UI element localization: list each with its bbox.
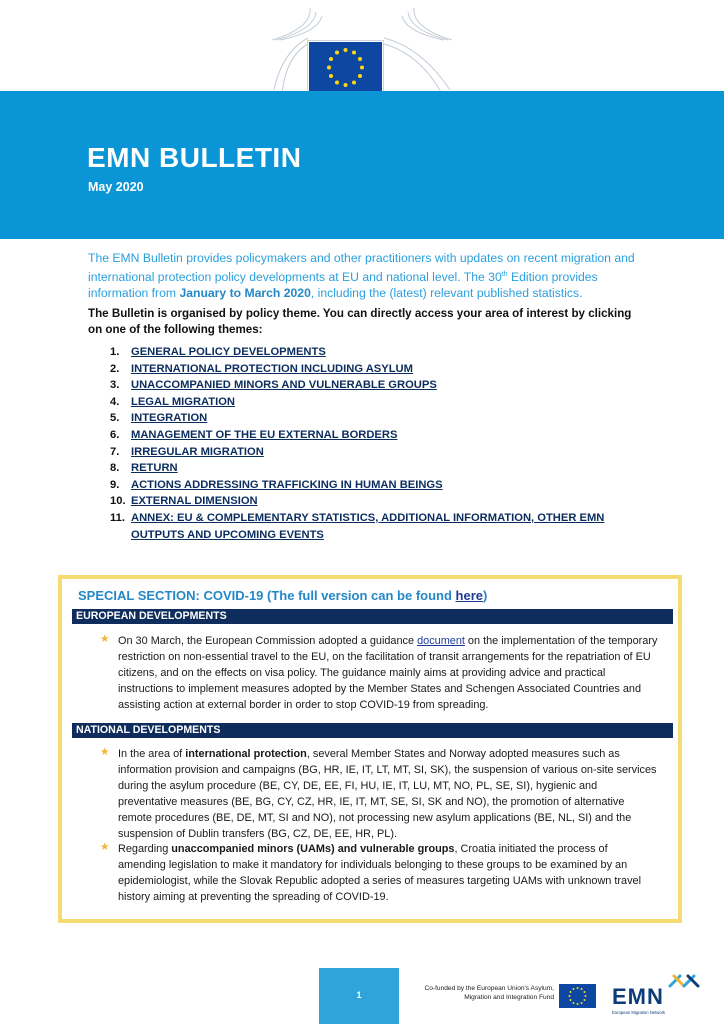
theme-link[interactable]: LEGAL MIGRATION <box>131 395 235 408</box>
national-developments-bar: NATIONAL DEVELOPMENTS <box>72 723 673 738</box>
theme-link[interactable]: ANNEX: EU & COMPLEMENTARY STATISTICS, ADDITIONAL INFORMATION, OTHER EMN OUTPUTS AND UPCOMING EVENTS <box>131 511 605 541</box>
star-bullet-icon: ★ <box>100 633 110 645</box>
theme-link[interactable]: IRREGULAR MIGRATION <box>131 445 264 458</box>
page-date: May 2020 <box>88 180 144 194</box>
list-item: 4. LEGAL MIGRATION <box>110 394 650 411</box>
special-section-box <box>58 575 682 923</box>
theme-link[interactable]: EXTERNAL DIMENSION <box>131 495 258 508</box>
list-item: 7. IRREGULAR MIGRATION <box>110 444 650 461</box>
theme-link[interactable]: MANAGEMENT OF THE EU EXTERNAL BORDERS <box>131 428 398 441</box>
list-item: 5. INTEGRATION <box>110 410 650 427</box>
european-developments-bar: EUROPEAN DEVELOPMENTS <box>72 609 673 624</box>
star-bullet-icon: ★ <box>100 746 110 758</box>
star-bullet-icon: ★ <box>100 841 110 853</box>
eu-flag-icon <box>309 42 382 93</box>
list-item: 2. INTERNATIONAL PROTECTION INCLUDING ASYLUM <box>110 361 650 378</box>
list-item: 9. ACTIONS ADDRESSING TRAFFICKING IN HUMAN BEINGS <box>110 477 650 494</box>
intro-paragraph: The EMN Bulletin provides policymakers and other practitioners with updates on recent migration and international protection policy developments at EU and national level. The 30th Edition provides information from January to March 2020, including the (latest) relevant published statistics. <box>88 251 635 301</box>
here-link[interactable]: here <box>455 588 483 603</box>
document-link[interactable]: document <box>417 635 465 647</box>
theme-link[interactable]: INTEGRATION <box>131 412 208 425</box>
themes-list <box>110 344 650 543</box>
list-item: 11. ANNEX: EU & COMPLEMENTARY STATISTICS, ADDITIONAL INFORMATION, OTHER EMN OUTPUTS AND UPCOMING EVENTS <box>110 510 650 543</box>
national-paragraph-2: Regarding unaccompanied minors (UAMs) and vulnerable groups, Croatia initiated the process of amending legislation to make it mandatory for individuals belonging to these groups to be examined by an epidemiologist, while the Slovak Republic adopted a series of measures targeting UAMs with unknown travel history aiming at preventing the spreading of COVID-19. <box>118 843 642 903</box>
list-item: 1. GENERAL POLICY DEVELOPMENTS <box>110 344 650 361</box>
emn-logo: EMN European Migration Network <box>606 974 702 1018</box>
national-paragraph-1: In the area of international protection, several Member States and Norway adopted measures such as information provision and campaigns (BG, HR, IE, IT, LT, MT, SI, SK), the suspension of various on-site services during the asylum procedure (BE, CY, DE, EE, FI, HU, IE, IT, LU, MT, NO, PL, SE, SI), hygienic and preventative measures (BE, BG, CY, CZ, HR, IE, IT, MT, SE, SI, SK and NO), the promotion of alternative remote procedures (BE, DE, MT, SI and NO), not processing new asylum applications (BE, NL, SI) and the suspension of Dublin transfers (BG, CZ, DE, EE, HR, PL). <box>118 748 657 840</box>
page-number-box <box>319 968 399 1024</box>
theme-link[interactable]: UNACCOMPANIED MINORS AND VULNERABLE GROUPS <box>131 379 437 392</box>
list-item: 3. UNACCOMPANIED MINORS AND VULNERABLE GROUPS <box>110 377 650 394</box>
page-number: 1 <box>356 990 362 1000</box>
theme-link[interactable]: ACTIONS ADDRESSING TRAFFICKING IN HUMAN BEINGS <box>131 478 443 491</box>
organised-note: The Bulletin is organised by policy theme. You can directly access your area of interest by clicking on one of the following themes: <box>88 307 632 336</box>
theme-link[interactable]: INTERNATIONAL PROTECTION INCLUDING ASYLUM <box>131 362 413 375</box>
theme-link[interactable]: RETURN <box>131 462 178 475</box>
cofunding-note: Co-funded by the European Union's Asylum, Migration and Integration Fund <box>424 985 554 1001</box>
eu-flag-icon <box>559 984 596 1008</box>
list-item: 8. RETURN <box>110 460 650 477</box>
theme-link[interactable]: GENERAL POLICY DEVELOPMENTS <box>131 346 326 358</box>
special-section-heading: SPECIAL SECTION: COVID-19 (The full version can be found here) <box>78 588 488 603</box>
european-paragraph: On 30 March, the European Commission adopted a guidance document on the implementation of the temporary restriction on non-essential travel to the EU, on the facilitation of transit arrangements for the repatriation of EU citizens, and on the effects on visa policy. The guidance mainly aims at providing advice and practical instructions to implement measures adopted by the Member States and Schengen Associated Countries and assisting action at external border in order to stop COVID-19 from spreading. <box>118 635 658 711</box>
page-title: EMN BULLETIN <box>87 142 302 173</box>
list-item: 10. EXTERNAL DIMENSION <box>110 493 650 510</box>
list-item: 6. MANAGEMENT OF THE EU EXTERNAL BORDERS <box>110 427 650 444</box>
